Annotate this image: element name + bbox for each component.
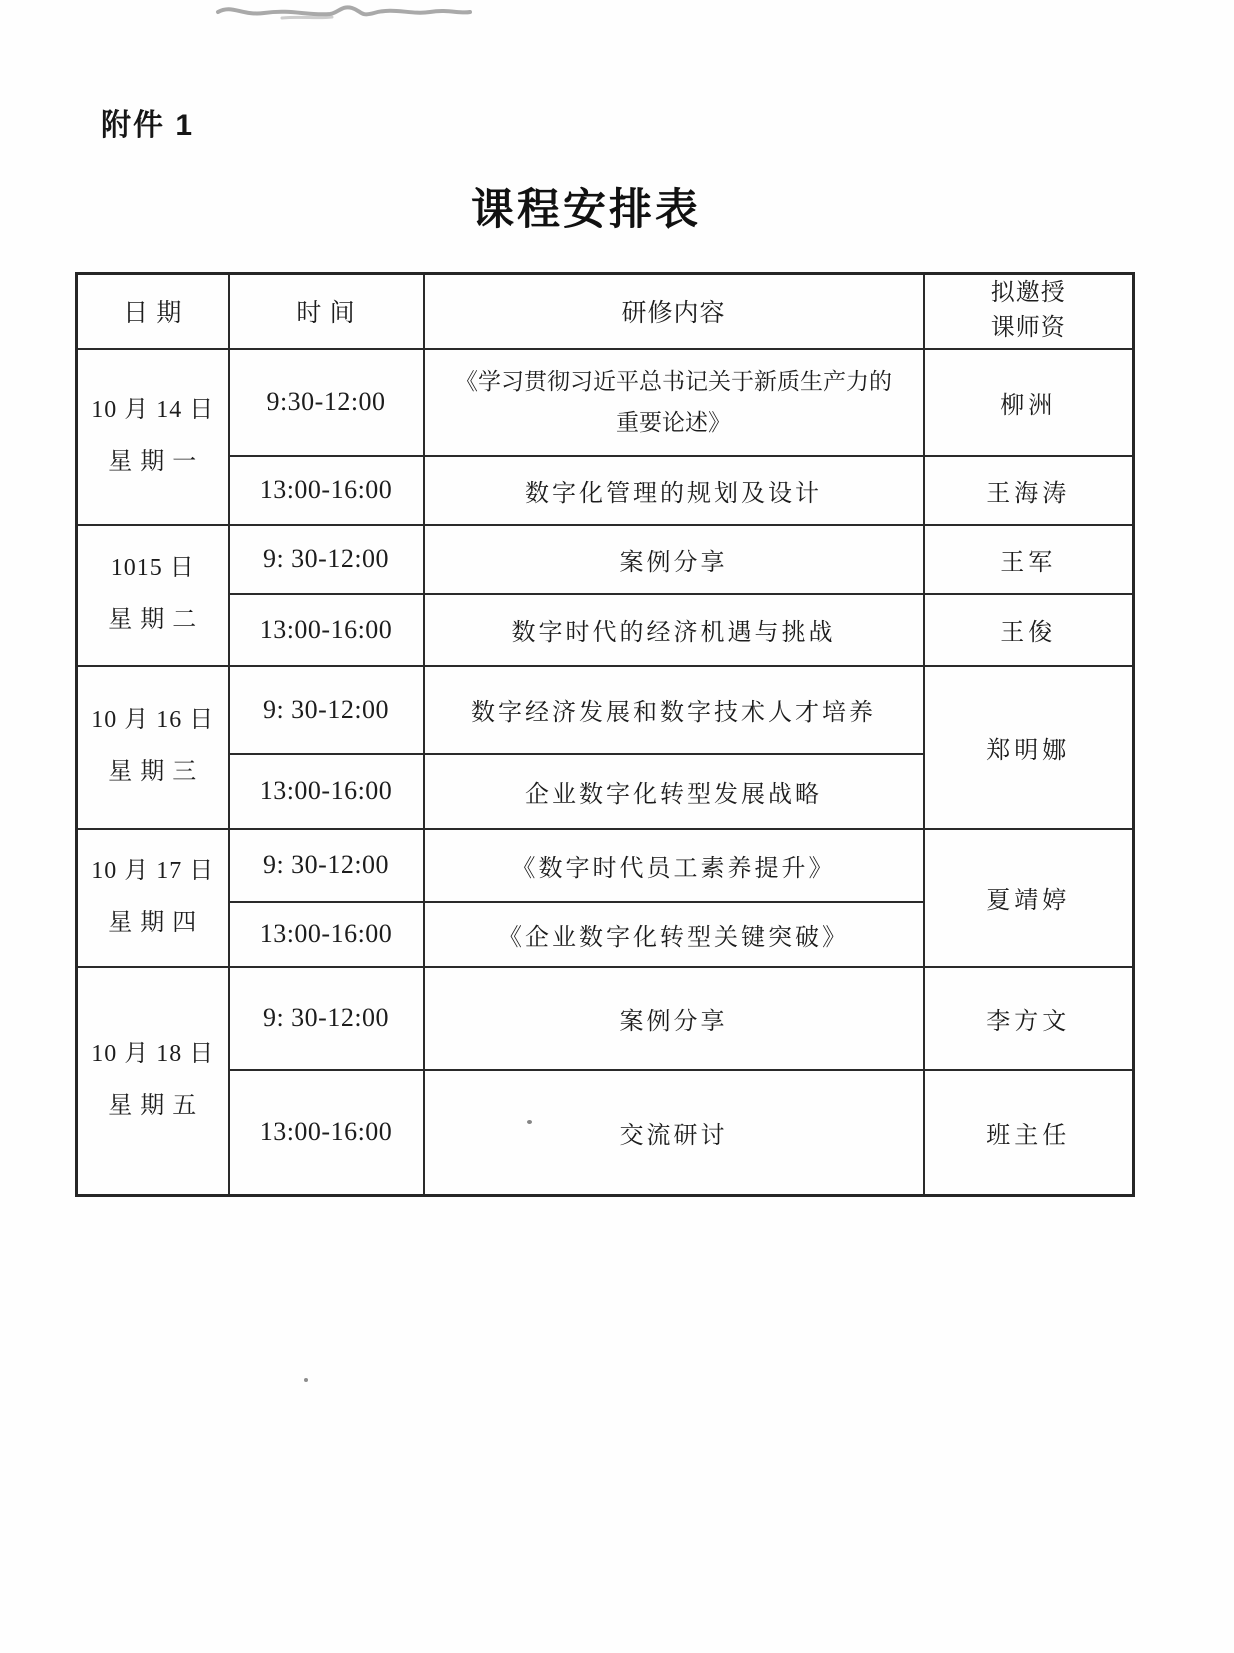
time-cell: 9:30-12:00 [229, 349, 424, 456]
content-cell: 企业数字化转型发展战略 [424, 754, 924, 829]
date-line1: 10 月 14 日 [91, 396, 215, 423]
date-line1: 1015 日 [110, 555, 195, 582]
header-teacher-line1: 拟邀授 [990, 280, 1066, 307]
date-line2: 星 期 三 [108, 759, 198, 785]
time-cell: 13:00-16:00 [229, 1070, 424, 1196]
table-row [77, 456, 1134, 525]
date-cell-oct14 [77, 349, 229, 525]
table-row [77, 594, 1134, 666]
header-teacher [924, 274, 1134, 349]
content-cell: 数字经济发展和数字技术人才培养 [424, 666, 924, 754]
date-line1: 10 月 17 日 [91, 857, 215, 884]
date-line1: 10 月 16 日 [91, 707, 215, 734]
content-cell: 《数字时代员工素养提升》 [424, 829, 924, 902]
date-cell-oct18 [77, 967, 229, 1196]
date-line2: 星 期 一 [108, 448, 198, 475]
table-row [77, 1070, 1134, 1196]
teacher-cell: 柳洲 [924, 349, 1134, 456]
date-cell-oct16 [77, 666, 229, 829]
content-line2: 重要论述》 [616, 410, 731, 435]
date-line2: 星 期 二 [108, 607, 198, 633]
table-row [77, 666, 1134, 754]
time-cell: 9: 30-12:00 [229, 967, 424, 1070]
table-header-row [77, 274, 1134, 349]
table-row [77, 349, 1134, 456]
scan-artifact-speck [304, 1378, 308, 1382]
time-cell: 13:00-16:00 [229, 456, 424, 525]
document-title: 课程安排表 [471, 187, 701, 234]
scan-artifact-speck [527, 1120, 532, 1124]
teacher-cell: 王军 [924, 525, 1134, 594]
teacher-cell: 李方文 [924, 967, 1134, 1070]
attachment-label: 附件 1 [101, 109, 195, 142]
teacher-cell-merged: 郑明娜 [924, 666, 1134, 829]
document-title-wrap [0, 176, 1172, 237]
date-line1: 10 月 18 日 [91, 1041, 215, 1068]
teacher-cell: 王俊 [924, 594, 1134, 666]
content-cell: 案例分享 [424, 525, 924, 594]
header-teacher-line2: 课师资 [990, 315, 1066, 342]
content-cell: 案例分享 [424, 967, 924, 1070]
header-date: 日 期 [77, 274, 229, 349]
content-line1: 《学习贯彻习近平总书记关于新质生产力的 [455, 368, 892, 394]
table-row [77, 967, 1134, 1070]
table-row [77, 525, 1134, 594]
header-time: 时 间 [229, 274, 424, 349]
teacher-cell-merged: 夏靖婷 [924, 829, 1134, 967]
time-cell: 9: 30-12:00 [229, 829, 424, 902]
content-cell: 数字时代的经济机遇与挑战 [424, 594, 924, 666]
time-cell: 9: 30-12:00 [229, 666, 424, 754]
course-schedule-table [75, 272, 1135, 1197]
content-cell [424, 349, 924, 456]
time-cell: 13:00-16:00 [229, 594, 424, 666]
date-line2: 星 期 四 [108, 909, 198, 936]
content-cell: 交流研讨 [424, 1070, 924, 1196]
date-line2: 星 期 五 [108, 1092, 198, 1119]
time-cell: 13:00-16:00 [229, 902, 424, 967]
time-cell: 9: 30-12:00 [229, 525, 424, 594]
teacher-cell: 班主任 [924, 1070, 1134, 1196]
content-cell: 数字化管理的规划及设计 [424, 456, 924, 525]
header-content: 研修内容 [424, 274, 924, 349]
content-cell: 《企业数字化转型关键突破》 [424, 902, 924, 967]
table-row [77, 829, 1134, 902]
time-cell: 13:00-16:00 [229, 754, 424, 829]
teacher-cell: 王海涛 [924, 456, 1134, 525]
date-cell-oct17 [77, 829, 229, 967]
scan-artifact-squiggle [212, 0, 512, 26]
date-cell-oct15 [77, 525, 229, 666]
